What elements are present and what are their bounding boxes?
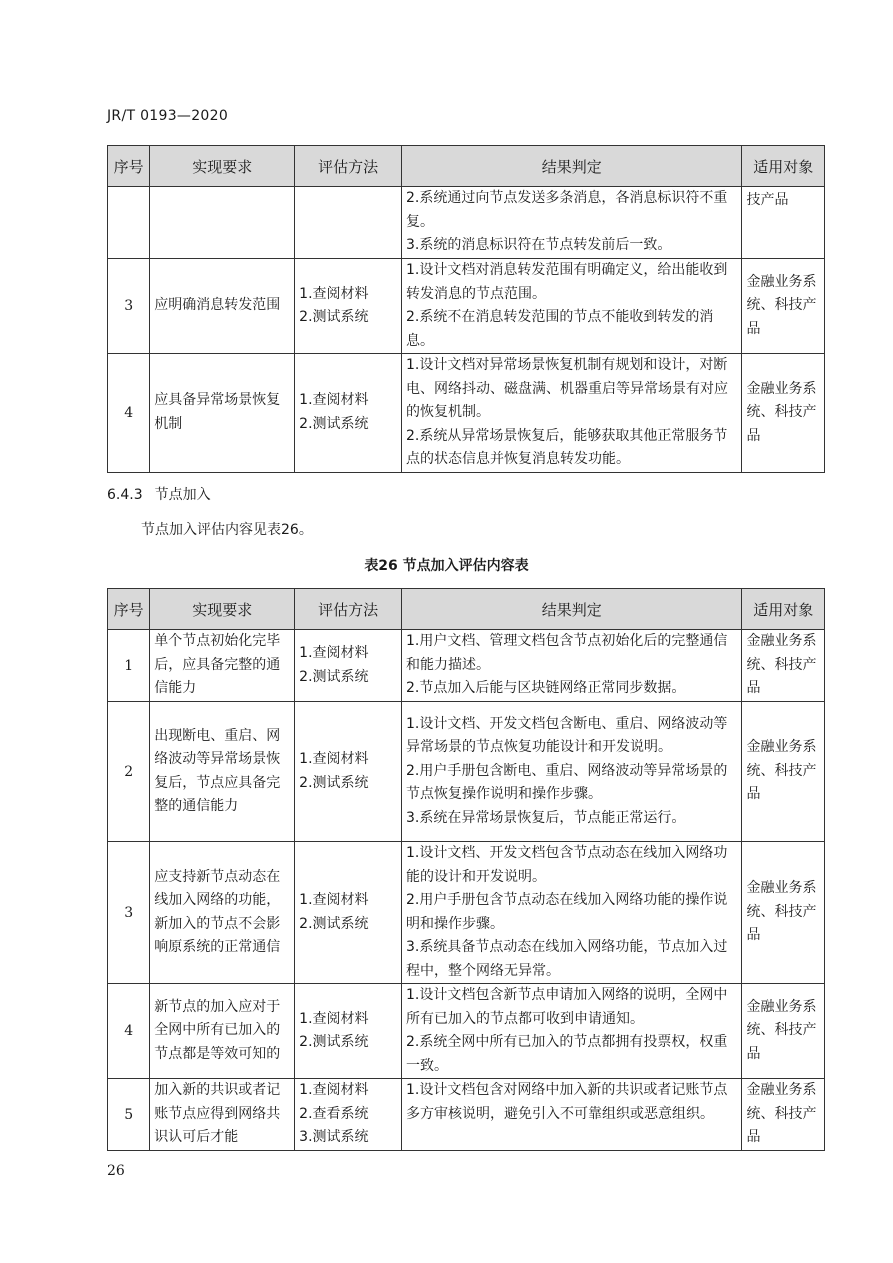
row-method xyxy=(295,842,402,984)
row-method xyxy=(295,354,402,473)
method-item: 2.测试系统 xyxy=(299,415,369,432)
header-requirement: 实现要求 xyxy=(150,589,295,630)
row-number: 4 xyxy=(108,354,150,473)
row-target: 金融业务系统、科技产品 xyxy=(742,259,825,354)
result-item: 2.系统全网中所有已加入的节点都拥有投票权，权重一致。 xyxy=(405,1034,728,1074)
row-target: 金融业务系统、科技产品 xyxy=(742,1079,825,1151)
row-requirement: 新节点的加入应对于全网中所有已加入的节点都是等效可知的 xyxy=(150,984,295,1079)
row-method xyxy=(295,984,402,1079)
table-row xyxy=(108,630,825,702)
result-item: 3.系统的消息标识符在节点转发前后一致。 xyxy=(405,237,672,253)
table-header-row xyxy=(108,589,825,630)
row-target: 金融业务系统、科技产品 xyxy=(742,984,825,1079)
row-number: 2 xyxy=(108,702,150,842)
row-result xyxy=(401,354,742,473)
row-number: 1 xyxy=(108,630,150,702)
row-requirement: 加入新的共识或者记账节点应得到网络共识认可后才能 xyxy=(150,1079,295,1151)
method-item: 2.测试系统 xyxy=(299,309,369,325)
result-item: 1.设计文档、开发文档包含断电、重启、网络波动等异常场景的节点恢复功能设计和开发说明。 xyxy=(405,715,728,756)
table-row xyxy=(108,984,825,1079)
method-item: 1.查阅材料 xyxy=(299,751,369,767)
header-num: 序号 xyxy=(108,589,150,630)
row-number: 3 xyxy=(108,842,150,984)
row-target: 金融业务系统、科技产品 xyxy=(742,630,825,702)
row-result xyxy=(401,630,742,702)
node-join-evaluation-table xyxy=(107,588,825,1151)
table-row xyxy=(108,842,825,984)
result-item: 2.系统不在消息转发范围的节点不能收到转发的消息。 xyxy=(405,309,714,349)
evaluation-table-continued xyxy=(107,145,825,473)
row-requirement: 应支持新节点动态在线加入网络的功能，新加入的节点不会影响原系统的正常通信 xyxy=(150,842,295,984)
row-method xyxy=(295,702,402,842)
method-item: 3.测试系统 xyxy=(299,1129,369,1146)
row-requirement: 出现断电、重启、网络波动等异常场景恢复后，节点应具备完整的通信能力 xyxy=(150,702,295,842)
row-result xyxy=(401,187,742,259)
method-item: 2.查看系统 xyxy=(299,1105,369,1122)
table-row xyxy=(108,702,825,842)
section-number: 6.4.3 xyxy=(107,487,143,503)
table-row xyxy=(108,354,825,473)
section-heading xyxy=(107,484,223,504)
method-item: 2.测试系统 xyxy=(299,774,369,791)
header-method: 评估方法 xyxy=(295,146,402,187)
row-number: 4 xyxy=(108,984,150,1079)
row-target: 金融业务系统、科技产品 xyxy=(742,842,825,984)
table-row xyxy=(108,187,825,259)
row-target: 金融业务系统、科技产品 xyxy=(742,354,825,473)
method-item: 2.测试系统 xyxy=(299,1034,369,1050)
result-item: 1.设计文档包含新节点申请加入网络的说明，全网中所有已加入的节点都可收到申请通知。 xyxy=(405,987,728,1027)
row-number: 5 xyxy=(108,1079,150,1151)
result-item: 1.设计文档对异常场景恢复机制有规划和设计，对断电、网络抖动、磁盘满、机器重启等异常场景有对应的恢复机制。 xyxy=(405,357,728,420)
row-result xyxy=(401,702,742,842)
result-item: 2.系统通过向节点发送多条消息，各消息标识符不重复。 xyxy=(405,190,728,230)
result-item: 3.系统在异常场景恢复后，节点能正常运行。 xyxy=(405,809,686,826)
result-item: 2.用户手册包含节点动态在线加入网络功能的操作说明和操作步骤。 xyxy=(405,892,728,932)
row-requirement xyxy=(150,187,295,259)
row-result xyxy=(401,842,742,984)
result-item: 2.节点加入后能与区块链网络正常同步数据。 xyxy=(405,680,686,697)
header-num: 序号 xyxy=(108,146,150,187)
row-method xyxy=(295,1079,402,1151)
method-item: 1.查阅材料 xyxy=(299,1010,369,1027)
row-method xyxy=(295,259,402,354)
result-item: 2.用户手册包含断电、重启、网络波动等异常场景的节点恢复操作说明和操作步骤。 xyxy=(405,762,728,803)
row-number xyxy=(108,187,150,259)
table-row xyxy=(108,259,825,354)
row-requirement: 单个节点初始化完毕后，应具备完整的通信能力 xyxy=(150,630,295,702)
result-item: 1.设计文档包含对网络中加入新的共识或者记账节点多方审核说明，避免引入不可靠组织或恶意组织。 xyxy=(405,1082,728,1122)
method-item: 1.查阅材料 xyxy=(299,392,369,409)
intro-paragraph: 节点加入评估内容见表26。 xyxy=(141,522,313,538)
row-result xyxy=(401,259,742,354)
result-item: 2.系统从异常场景恢复后，能够获取其他正常服务节点的状态信息并恢复消息转发功能。 xyxy=(405,427,728,467)
header-target: 适用对象 xyxy=(742,146,825,187)
method-item: 1.查阅材料 xyxy=(299,285,369,302)
row-method xyxy=(295,187,402,259)
table-header-row xyxy=(108,146,825,187)
header-requirement: 实现要求 xyxy=(150,146,295,187)
standard-code: JR/T 0193—2020 xyxy=(107,108,229,124)
header-target: 适用对象 xyxy=(742,589,825,630)
page-number: 26 xyxy=(107,1163,125,1179)
method-item: 1.查阅材料 xyxy=(299,1082,369,1099)
method-item: 1.查阅材料 xyxy=(299,645,369,661)
row-result xyxy=(401,984,742,1079)
row-method xyxy=(295,630,402,702)
section-title: 节点加入 xyxy=(154,487,211,503)
result-item: 1.用户文档、管理文档包含节点初始化后的完整通信和能力描述。 xyxy=(405,633,728,673)
row-target: 金融业务系统、科技产品 xyxy=(742,702,825,842)
table-caption: 表26 节点加入评估内容表 xyxy=(364,558,529,574)
method-item: 1.查阅材料 xyxy=(299,892,369,908)
method-item: 2.测试系统 xyxy=(299,668,369,685)
row-requirement: 应具备异常场景恢复机制 xyxy=(150,354,295,473)
row-requirement: 应明确消息转发范围 xyxy=(150,259,295,354)
result-item: 3.系统具备节点动态在线加入网络功能，节点加入过程中，整个网络无异常。 xyxy=(405,939,728,979)
row-result xyxy=(401,1079,742,1151)
result-item: 1.设计文档对消息转发范围有明确定义，给出能收到转发消息的节点范围。 xyxy=(405,262,728,302)
result-item: 1.设计文档、开发文档包含节点动态在线加入网络功能的设计和开发说明。 xyxy=(405,845,728,885)
header-method: 评估方法 xyxy=(295,589,402,630)
header-result: 结果判定 xyxy=(401,589,742,630)
header-result: 结果判定 xyxy=(401,146,742,187)
method-item: 2.测试系统 xyxy=(299,915,369,932)
row-target: 技产品 xyxy=(742,187,825,259)
table-row xyxy=(108,1079,825,1151)
row-number: 3 xyxy=(108,259,150,354)
